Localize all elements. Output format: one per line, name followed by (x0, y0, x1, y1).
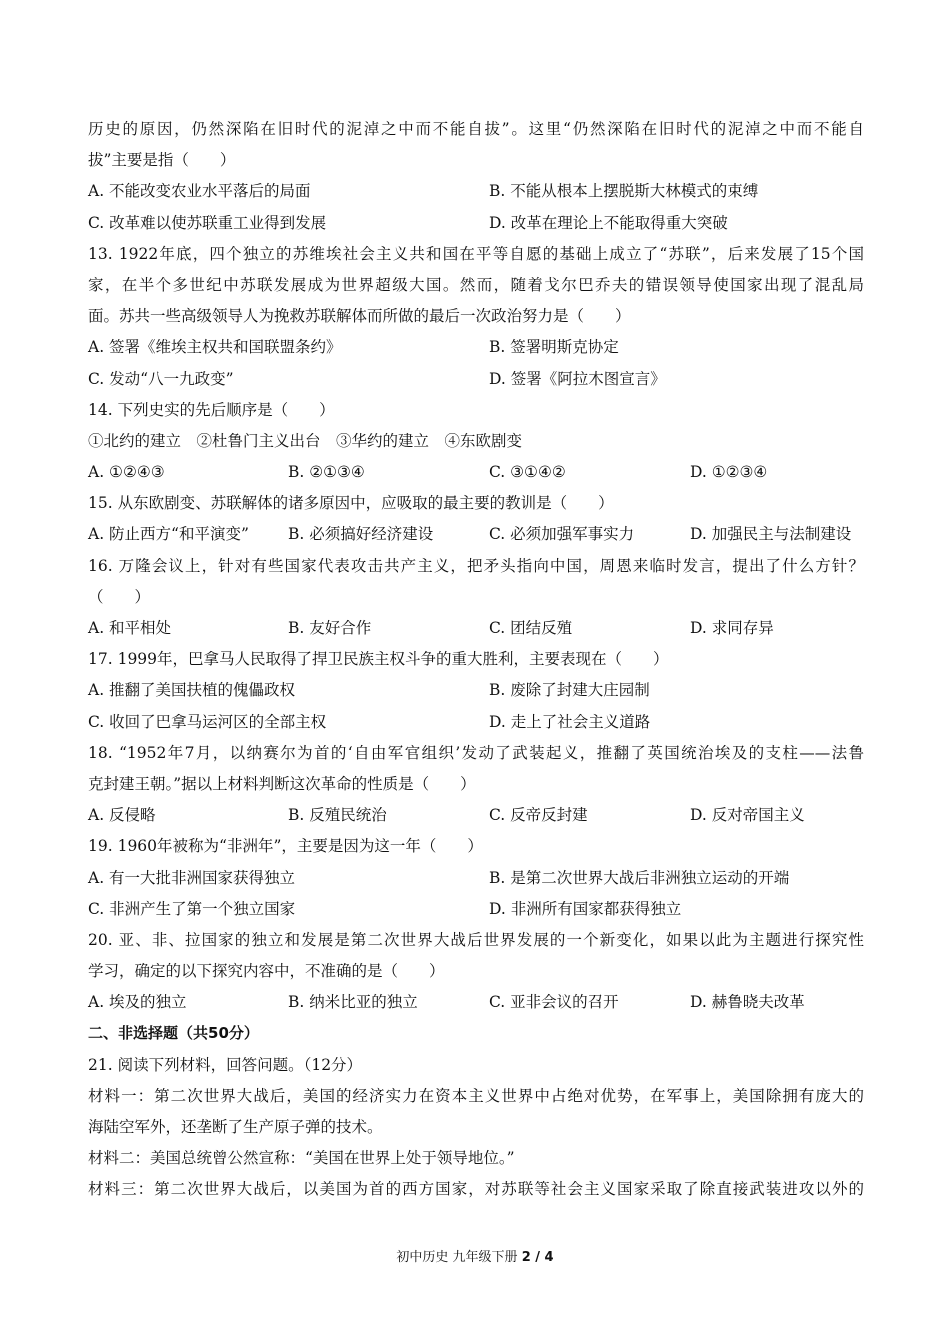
q14-stem-line: 14. 下列史实的先后顺序是（ ） (88, 400, 335, 419)
q18-option-d: D. 反对帝国主义 (690, 806, 805, 825)
q13-option-c: C. 发动“八一九政变” (88, 369, 234, 388)
q20-stem-line: 学习，确定的以下探究内容中，不准确的是（ ） (88, 962, 445, 981)
q15-option-a: A. 防止西方“和平演变” (88, 525, 249, 544)
page-content (88, 114, 864, 1206)
page-number: 2 / 4 (521, 1250, 554, 1265)
q15-stem-line: 15. 从东欧剧变、苏联解体的诸多原因中，应吸取的最主要的教训是（ ） (88, 494, 614, 513)
q12-stem-line: 历史的原因，仍然深陷在旧时代的泥淖之中而不能自拔”。这里“仍然深陷在旧时代的泥淖之中而不能自 (88, 120, 864, 138)
q20-option-c: C. 亚非会议的召开 (489, 993, 619, 1012)
q17-option-d: D. 走上了社会主义道路 (489, 712, 651, 731)
q19-option-c: C. 非洲产生了第一个独立国家 (88, 899, 296, 918)
q18-option-a: A. 反侵略 (88, 806, 156, 825)
q20-option-d: D. 赫鲁晓夫改革 (690, 993, 805, 1012)
q13-option-b: B. 签署明斯克协定 (489, 338, 619, 357)
q16-options-row (88, 613, 864, 644)
q18-stem-line: 克封建王朝。”据以上材料判断这次革命的性质是（ ） (88, 774, 476, 793)
q12-stem-line: 拔”主要是指（ ） (88, 151, 236, 170)
q17-option-b: B. 废除了封建大庄园制 (489, 681, 650, 700)
q16-option-d: D. 求同存异 (690, 619, 774, 637)
q14-option-d: D. ①②③④ (690, 463, 768, 482)
q20-option-b: B. 纳米比亚的独立 (288, 993, 418, 1012)
q18-options-row (88, 800, 864, 831)
q14-options-row (88, 457, 864, 488)
q21-material-line: 材料三：第二次世界大战后，以美国为首的西方国家，对苏联等社会主义国家采取了除直接武装进攻以外的 (88, 1180, 864, 1199)
section-title: 二、非选择题（共50分） (88, 1024, 259, 1043)
q16-stem-line: （ ） (88, 587, 151, 606)
q14-option-a: A. ①②④③ (88, 463, 165, 482)
q20-option-a: A. 埃及的独立 (88, 993, 187, 1012)
q17-stem-line: 17. 1999年，巴拿马人民取得了捍卫民族主权斗争的重大胜利，主要表现在（ ） (88, 650, 669, 669)
q21-material-line: 材料二：美国总统曾公然宣称：“美国在世界上处于领导地位。” (88, 1149, 515, 1168)
q16-option-a: A. 和平相处 (88, 619, 172, 637)
q16-option-c: C. 团结反殖 (489, 619, 573, 637)
footer-label: 初中历史 九年级下册 (396, 1250, 522, 1265)
q15-option-d: D. 加强民主与法制建设 (690, 525, 852, 544)
q19-option-b: B. 是第二次世界大战后非洲独立运动的开端 (489, 868, 790, 887)
q14-option-c: C. ③①④② (489, 463, 566, 482)
q21-stem-line: 21. 阅读下列材料，回答问题。（12分） (88, 1055, 363, 1074)
q14-items-line: ①北约的建立 ②杜鲁门主义出台 ③华约的建立 ④东欧剧变 (88, 431, 523, 450)
q16-option-b: B. 友好合作 (288, 619, 372, 637)
q13-stem-line: 家，在半个多世纪中苏联发展成为世界超级大国。然而，随着戈尔巴乔夫的错误领导使国家出现了混乱局 (88, 275, 864, 294)
q13-options-row (88, 364, 864, 395)
q13-options-row (88, 332, 864, 363)
q17-options-row (88, 675, 864, 706)
q12-options-row (88, 176, 864, 207)
q12-option-c: C. 改革难以使苏联重工业得到发展 (88, 213, 327, 232)
q13-option-d: D. 签署《阿拉木图宣言》 (489, 369, 666, 388)
q12-option-b: B. 不能从根本上摆脱斯大林模式的束缚 (489, 182, 759, 201)
q13-option-a: A. 签署《维埃主权共和国联盟条约》 (88, 338, 342, 357)
q21-material-line: 材料一：第二次世界大战后，美国的经济实力在资本主义世界中占绝对优势，在军事上，美国除拥有庞大的 (88, 1086, 864, 1105)
q19-options-row (88, 894, 864, 925)
q15-option-b: B. 必须搞好经济建设 (288, 525, 434, 544)
q12-option-d: D. 改革在理论上不能取得重大突破 (489, 213, 728, 232)
q12-options-row (88, 208, 864, 239)
q20-options-row (88, 987, 864, 1018)
q20-stem-line: 20. 亚、非、拉国家的独立和发展是第二次世界大战后世界发展的一个新变化，如果以此为主题进行探究性 (88, 930, 864, 949)
q13-stem-line: 面。苏共一些高级领导人为挽救苏联解体而所做的最后一次政治努力是（ ） (88, 307, 631, 326)
q15-option-c: C. 必须加强军事实力 (489, 525, 635, 544)
q18-option-b: B. 反殖民统治 (288, 806, 387, 825)
q21-material-line: 海陆空军外，还垄断了生产原子弹的技术。 (88, 1118, 383, 1136)
q18-option-c: C. 反帝反封建 (489, 806, 588, 825)
q19-option-a: A. 有一大批非洲国家获得独立 (88, 868, 296, 887)
q19-stem-line: 19. 1960年被称为“非洲年”，主要是因为这一年（ ） (88, 837, 483, 856)
q15-options-row (88, 519, 864, 550)
q17-option-c: C. 收回了巴拿马运河区的全部主权 (88, 712, 327, 731)
q16-stem-line: 16. 万隆会议上，针对有些国家代表攻击共产主义，把矛头指向中国，周恩来临时发言，提出了什么方针？ (88, 556, 864, 575)
q17-option-a: A. 推翻了美国扶植的傀儡政权 (88, 681, 296, 700)
page-footer (0, 1246, 950, 1265)
q19-option-d: D. 非洲所有国家都获得独立 (489, 899, 682, 918)
q18-stem-line: 18. “1952年7月，以纳赛尔为首的‘自由军官组织’发动了武装起义，推翻了英国统治埃及的支柱——法鲁 (88, 743, 864, 762)
q14-option-b: B. ②①③④ (288, 463, 365, 482)
q19-options-row (88, 863, 864, 894)
q12-option-a: A. 不能改变农业水平落后的局面 (88, 182, 311, 201)
q17-options-row (88, 707, 864, 738)
q13-stem-line: 13. 1922年底，四个独立的苏维埃社会主义共和国在平等自愿的基础上成立了“苏联”，后来发展了15个国 (88, 244, 864, 263)
